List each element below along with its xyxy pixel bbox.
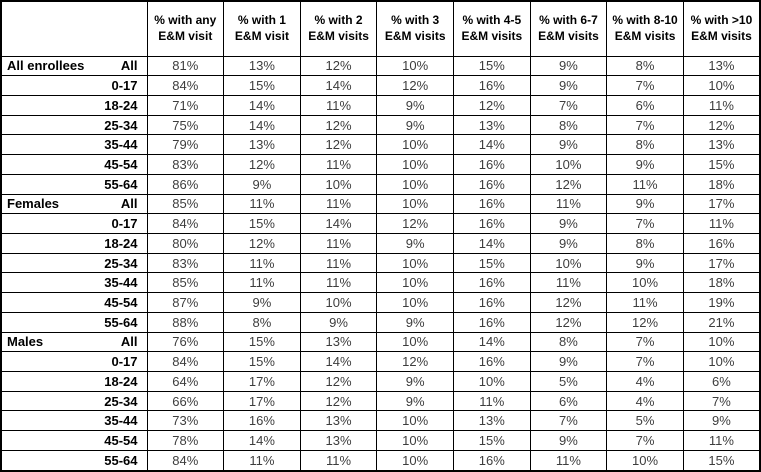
data-cell: 11% [683, 431, 760, 451]
data-cell: 13% [683, 56, 760, 76]
data-cell: 10% [300, 293, 377, 313]
data-cell: 7% [607, 76, 684, 96]
row-age-label: 0-17 [111, 78, 138, 94]
data-cell: 8% [607, 233, 684, 253]
data-cell: 83% [147, 253, 224, 273]
data-cell: 8% [530, 115, 607, 135]
data-cell: 10% [300, 174, 377, 194]
data-cell: 16% [454, 214, 531, 234]
data-cell: 11% [607, 293, 684, 313]
data-cell: 84% [147, 352, 224, 372]
data-cell: 9% [377, 95, 454, 115]
data-cell: 10% [530, 155, 607, 175]
row-label-cell [1, 372, 147, 392]
data-cell: 11% [530, 273, 607, 293]
data-cell: 11% [300, 95, 377, 115]
data-cell: 12% [300, 56, 377, 76]
data-cell: 88% [147, 312, 224, 332]
data-cell: 12% [530, 293, 607, 313]
data-cell: 85% [147, 273, 224, 293]
data-cell: 4% [607, 372, 684, 392]
row-label-wrap [2, 177, 147, 192]
data-cell: 8% [607, 56, 684, 76]
data-cell: 9% [607, 253, 684, 273]
data-cell: 75% [147, 115, 224, 135]
data-cell: 13% [224, 56, 301, 76]
data-cell: 11% [300, 233, 377, 253]
data-cell: 12% [224, 233, 301, 253]
data-cell: 9% [683, 411, 760, 431]
row-label-cell [1, 450, 147, 471]
data-cell: 10% [377, 194, 454, 214]
data-cell: 79% [147, 135, 224, 155]
row-label-wrap [2, 374, 147, 389]
data-cell: 7% [530, 95, 607, 115]
data-cell: 10% [377, 135, 454, 155]
data-cell: 80% [147, 233, 224, 253]
data-cell: 15% [454, 253, 531, 273]
table-row [1, 332, 760, 352]
data-cell: 15% [454, 56, 531, 76]
data-cell: 10% [454, 372, 531, 392]
data-cell: 76% [147, 332, 224, 352]
data-cell: 13% [454, 115, 531, 135]
row-label-cell [1, 155, 147, 175]
data-cell: 13% [300, 411, 377, 431]
row-label-cell [1, 194, 147, 214]
row-label-cell [1, 76, 147, 96]
row-label-wrap [2, 58, 147, 73]
data-cell: 13% [224, 135, 301, 155]
table-row [1, 312, 760, 332]
data-cell: 12% [300, 372, 377, 392]
table-row [1, 233, 760, 253]
data-cell: 12% [300, 135, 377, 155]
row-age-label: 18-24 [104, 373, 138, 389]
data-cell: 12% [300, 391, 377, 411]
data-cell: 11% [300, 450, 377, 471]
data-cell: 16% [454, 352, 531, 372]
row-group-label: Males [7, 334, 44, 350]
data-cell: 16% [454, 293, 531, 313]
row-age-label: 55-64 [104, 452, 138, 468]
data-cell: 14% [300, 352, 377, 372]
data-cell: 11% [300, 155, 377, 175]
table-row [1, 135, 760, 155]
data-cell: 16% [454, 312, 531, 332]
data-cell: 21% [683, 312, 760, 332]
data-cell: 10% [377, 411, 454, 431]
data-cell: 12% [683, 115, 760, 135]
data-cell: 13% [300, 431, 377, 451]
data-cell: 10% [377, 155, 454, 175]
data-cell: 10% [377, 273, 454, 293]
row-label-wrap [2, 453, 147, 468]
row-group-label: All enrollees [7, 58, 85, 74]
data-cell: 16% [683, 233, 760, 253]
row-label-wrap [2, 78, 147, 93]
row-age-label: 25-34 [104, 117, 138, 133]
data-cell: 6% [607, 95, 684, 115]
data-cell: 11% [300, 253, 377, 273]
data-cell: 85% [147, 194, 224, 214]
column-header: % with >10 E&M visits [683, 1, 760, 56]
data-cell: 11% [224, 450, 301, 471]
data-cell: 15% [224, 332, 301, 352]
row-age-label: 35-44 [104, 413, 138, 429]
data-cell: 16% [224, 411, 301, 431]
data-cell: 14% [454, 135, 531, 155]
data-cell: 7% [607, 332, 684, 352]
data-cell: 7% [607, 115, 684, 135]
data-cell: 83% [147, 155, 224, 175]
data-cell: 17% [224, 372, 301, 392]
row-label-wrap [2, 433, 147, 448]
data-cell: 10% [377, 293, 454, 313]
row-label-wrap [2, 196, 147, 211]
data-cell: 9% [607, 194, 684, 214]
data-cell: 7% [530, 411, 607, 431]
data-cell: 8% [607, 135, 684, 155]
data-cell: 5% [530, 372, 607, 392]
data-cell: 6% [683, 372, 760, 392]
row-age-label: 45-54 [104, 294, 138, 310]
table-row [1, 450, 760, 471]
data-cell: 8% [224, 312, 301, 332]
data-cell: 11% [224, 253, 301, 273]
row-label-wrap [2, 354, 147, 369]
data-cell: 10% [683, 332, 760, 352]
row-age-label: 45-54 [104, 433, 138, 449]
row-age-label: 55-64 [104, 176, 138, 192]
data-cell: 9% [530, 135, 607, 155]
data-cell: 12% [300, 115, 377, 135]
row-age-label: 35-44 [104, 275, 138, 291]
data-cell: 14% [224, 95, 301, 115]
data-cell: 13% [300, 332, 377, 352]
data-cell: 11% [224, 273, 301, 293]
data-cell: 14% [454, 233, 531, 253]
data-cell: 7% [683, 391, 760, 411]
data-cell: 9% [530, 431, 607, 451]
row-age-label: 25-34 [104, 393, 138, 409]
data-cell: 7% [607, 214, 684, 234]
data-cell: 12% [530, 312, 607, 332]
row-label-cell [1, 352, 147, 372]
row-label-wrap [2, 98, 147, 113]
data-cell: 15% [683, 450, 760, 471]
row-label-wrap [2, 157, 147, 172]
row-label-cell [1, 293, 147, 313]
data-cell: 14% [224, 431, 301, 451]
data-cell: 7% [607, 352, 684, 372]
data-cell: 9% [224, 293, 301, 313]
table-row [1, 273, 760, 293]
data-cell: 9% [530, 352, 607, 372]
table-body [1, 56, 760, 471]
row-label-cell [1, 253, 147, 273]
data-cell: 4% [607, 391, 684, 411]
data-cell: 17% [224, 391, 301, 411]
data-cell: 12% [377, 76, 454, 96]
data-cell: 10% [377, 450, 454, 471]
row-label-cell [1, 135, 147, 155]
data-cell: 18% [683, 273, 760, 293]
data-cell: 17% [683, 194, 760, 214]
data-cell: 10% [607, 450, 684, 471]
data-cell: 15% [224, 214, 301, 234]
data-cell: 18% [683, 174, 760, 194]
data-cell: 15% [683, 155, 760, 175]
row-label-cell [1, 273, 147, 293]
data-cell: 86% [147, 174, 224, 194]
data-cell: 84% [147, 450, 224, 471]
data-cell: 9% [530, 233, 607, 253]
row-label-cell [1, 411, 147, 431]
data-cell: 6% [530, 391, 607, 411]
row-label-wrap [2, 394, 147, 409]
data-cell: 9% [224, 174, 301, 194]
data-cell: 81% [147, 56, 224, 76]
table-row [1, 431, 760, 451]
data-cell: 12% [377, 214, 454, 234]
data-cell: 11% [683, 214, 760, 234]
data-cell: 10% [377, 253, 454, 273]
data-cell: 84% [147, 214, 224, 234]
table-row [1, 95, 760, 115]
row-age-label: All [120, 58, 138, 74]
data-cell: 14% [300, 214, 377, 234]
corner-cell [1, 1, 147, 56]
data-cell: 14% [224, 115, 301, 135]
row-label-wrap [2, 236, 147, 251]
data-cell: 73% [147, 411, 224, 431]
data-cell: 15% [454, 431, 531, 451]
table-row [1, 194, 760, 214]
row-age-label: 0-17 [111, 216, 138, 232]
row-label-wrap [2, 413, 147, 428]
row-label-cell [1, 214, 147, 234]
data-cell: 78% [147, 431, 224, 451]
data-cell: 11% [530, 450, 607, 471]
data-cell: 16% [454, 450, 531, 471]
row-label-wrap [2, 256, 147, 271]
row-age-label: 0-17 [111, 354, 138, 370]
data-cell: 12% [607, 312, 684, 332]
data-cell: 16% [454, 174, 531, 194]
data-cell: 11% [530, 194, 607, 214]
data-cell: 10% [683, 352, 760, 372]
row-label-wrap [2, 275, 147, 290]
data-cell: 12% [454, 95, 531, 115]
row-age-label: 35-44 [104, 137, 138, 153]
row-age-label: 18-24 [104, 235, 138, 251]
row-label-wrap [2, 334, 147, 349]
data-cell: 15% [224, 76, 301, 96]
row-label-cell [1, 312, 147, 332]
table-row [1, 372, 760, 392]
data-cell: 16% [454, 273, 531, 293]
header-row [1, 1, 760, 56]
row-label-cell [1, 115, 147, 135]
row-age-label: All [120, 334, 138, 350]
data-cell: 11% [300, 194, 377, 214]
data-cell: 11% [300, 273, 377, 293]
table-row [1, 115, 760, 135]
table-row [1, 391, 760, 411]
data-cell: 9% [377, 391, 454, 411]
data-cell: 10% [683, 76, 760, 96]
data-cell: 10% [377, 56, 454, 76]
row-label-wrap [2, 118, 147, 133]
data-cell: 12% [377, 352, 454, 372]
column-header: % with 6-7 E&M visits [530, 1, 607, 56]
table-row [1, 174, 760, 194]
data-cell: 11% [224, 194, 301, 214]
row-age-label: 55-64 [104, 314, 138, 330]
data-cell: 10% [377, 174, 454, 194]
data-cell: 10% [530, 253, 607, 273]
data-cell: 71% [147, 95, 224, 115]
table-row [1, 411, 760, 431]
data-cell: 9% [377, 312, 454, 332]
table-row [1, 76, 760, 96]
row-age-label: 18-24 [104, 97, 138, 113]
data-cell: 14% [454, 332, 531, 352]
data-cell: 9% [377, 233, 454, 253]
data-cell: 64% [147, 372, 224, 392]
data-cell: 16% [454, 76, 531, 96]
data-cell: 11% [683, 95, 760, 115]
data-cell: 9% [530, 56, 607, 76]
row-label-cell [1, 332, 147, 352]
column-header: % with any E&M visit [147, 1, 224, 56]
row-label-wrap [2, 216, 147, 231]
data-cell: 10% [377, 431, 454, 451]
row-label-cell [1, 391, 147, 411]
row-age-label: 25-34 [104, 255, 138, 271]
data-cell: 84% [147, 76, 224, 96]
data-cell: 9% [377, 372, 454, 392]
table-row [1, 293, 760, 313]
column-header: % with 4-5 E&M visits [454, 1, 531, 56]
data-cell: 13% [454, 411, 531, 431]
table-row [1, 253, 760, 273]
table-row [1, 214, 760, 234]
data-cell: 14% [300, 76, 377, 96]
column-header: % with 3 E&M visits [377, 1, 454, 56]
data-cell: 12% [530, 174, 607, 194]
data-cell: 7% [607, 431, 684, 451]
data-cell: 66% [147, 391, 224, 411]
data-cell: 10% [377, 332, 454, 352]
row-label-cell [1, 56, 147, 76]
table-row [1, 56, 760, 76]
data-cell: 11% [454, 391, 531, 411]
data-cell: 9% [377, 115, 454, 135]
row-label-wrap [2, 315, 147, 330]
row-label-wrap [2, 137, 147, 152]
data-cell: 12% [224, 155, 301, 175]
data-cell: 5% [607, 411, 684, 431]
data-cell: 15% [224, 352, 301, 372]
row-label-cell [1, 95, 147, 115]
table-row [1, 155, 760, 175]
data-cell: 87% [147, 293, 224, 313]
row-age-label: All [120, 196, 138, 212]
row-group-label: Females [7, 196, 60, 212]
data-cell: 9% [300, 312, 377, 332]
data-cell: 9% [530, 214, 607, 234]
data-cell: 19% [683, 293, 760, 313]
data-cell: 8% [530, 332, 607, 352]
data-cell: 16% [454, 155, 531, 175]
row-label-cell [1, 233, 147, 253]
row-label-cell [1, 431, 147, 451]
row-label-cell [1, 174, 147, 194]
column-header: % with 1 E&M visit [224, 1, 301, 56]
data-cell: 17% [683, 253, 760, 273]
row-age-label: 45-54 [104, 156, 138, 172]
data-cell: 9% [607, 155, 684, 175]
data-cell: 13% [683, 135, 760, 155]
column-header: % with 2 E&M visits [300, 1, 377, 56]
data-cell: 9% [530, 76, 607, 96]
row-label-wrap [2, 295, 147, 310]
data-cell: 10% [607, 273, 684, 293]
column-header: % with 8-10 E&M visits [607, 1, 684, 56]
table-row [1, 352, 760, 372]
data-cell: 11% [607, 174, 684, 194]
data-cell: 16% [454, 194, 531, 214]
